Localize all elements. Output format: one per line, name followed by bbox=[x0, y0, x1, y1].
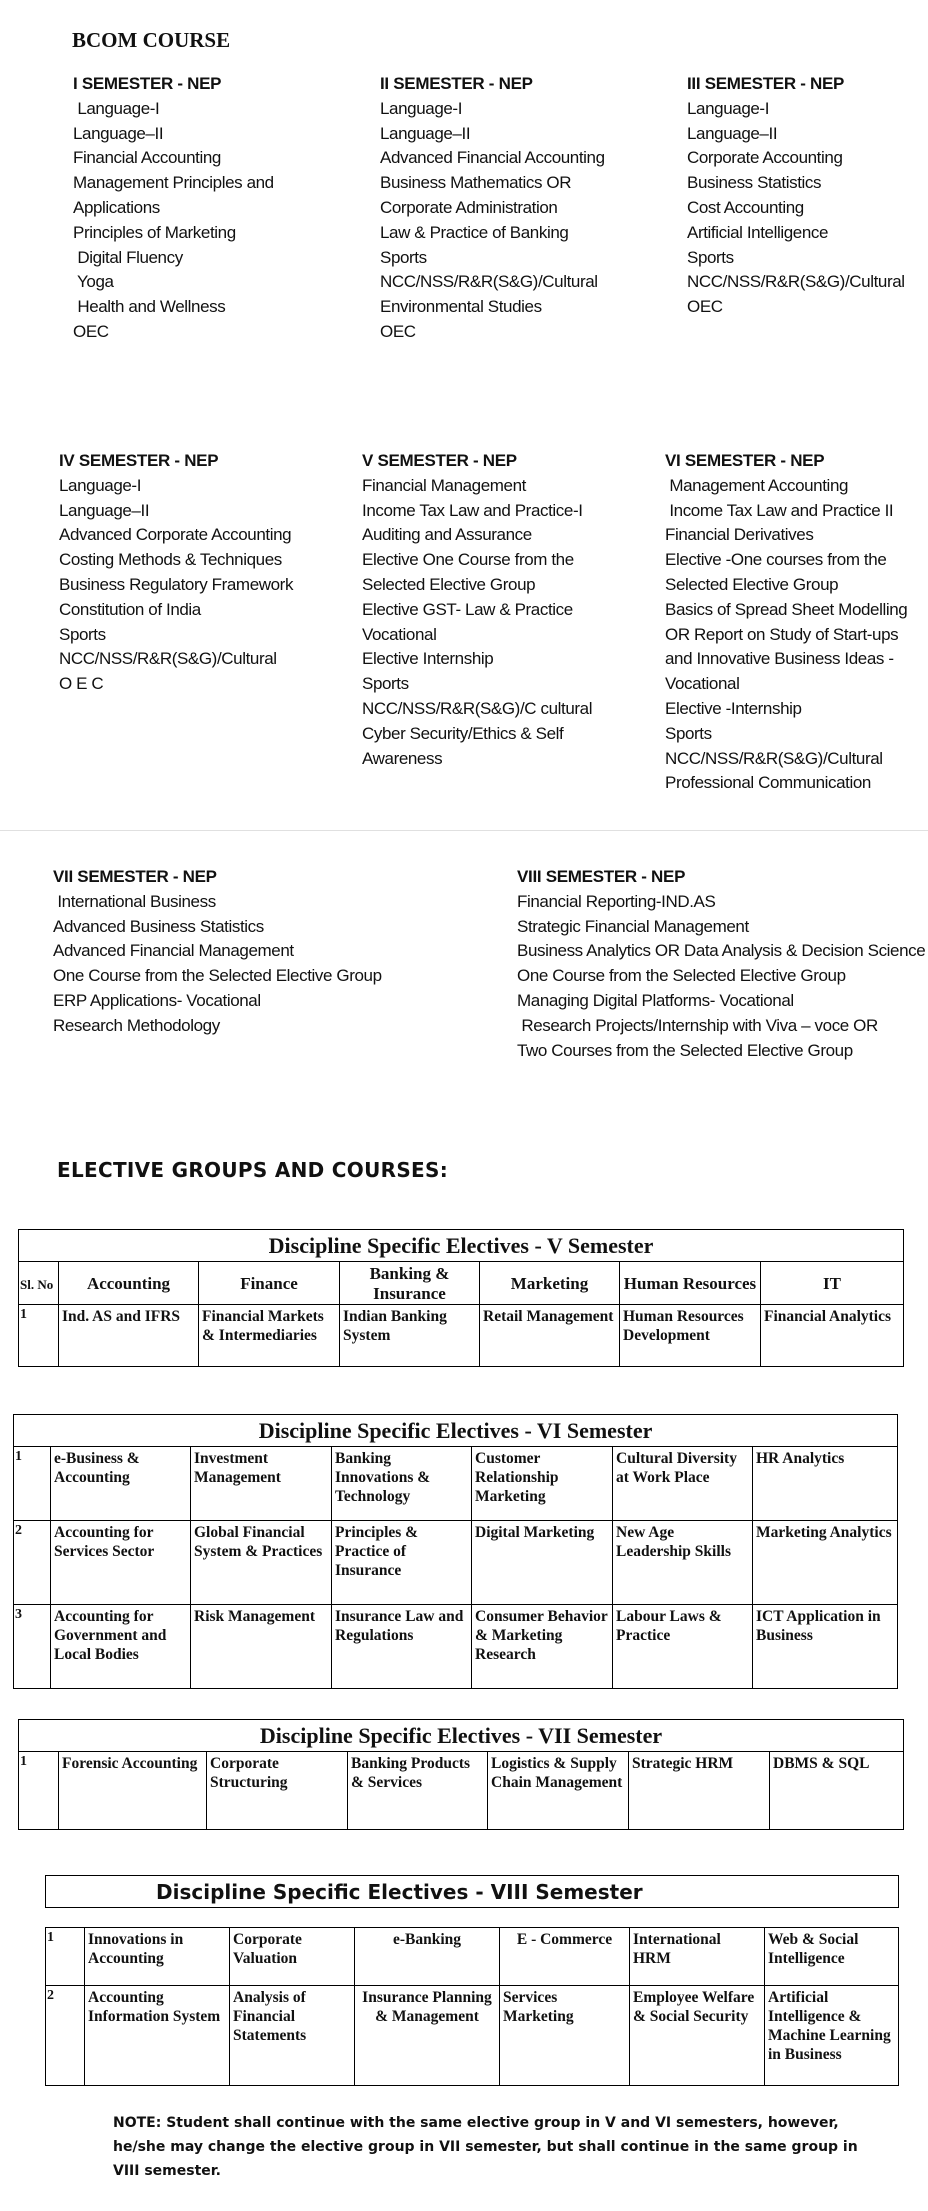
elective-course-cell: Artificial Intelligence & Machine Learning in Business bbox=[765, 1986, 899, 2086]
course-item: ERP Applications- Vocational bbox=[53, 990, 261, 1010]
elective-course-cell: Accounting Information System bbox=[85, 1986, 230, 2086]
table-caption: Discipline Specific Electives - VI Semester bbox=[14, 1415, 898, 1447]
course-item: Financial Reporting-IND.AS bbox=[517, 891, 716, 911]
semester-heading: VII SEMESTER - NEP bbox=[53, 867, 217, 886]
elective-course-cell: Insurance Planning & Management bbox=[355, 1986, 500, 2086]
semester-heading: VI SEMESTER - NEP bbox=[665, 451, 825, 470]
elective-course-cell: Financial Markets & Intermediaries bbox=[199, 1305, 340, 1367]
elective-course-cell: Insurance Law and Regulations bbox=[332, 1605, 472, 1689]
course-item: Auditing and Assurance bbox=[362, 525, 532, 545]
course-item: Vocational bbox=[665, 674, 740, 694]
elective-course-cell: Banking Innovations & Technology bbox=[332, 1447, 472, 1521]
semester-4-block bbox=[59, 449, 293, 697]
elective-course-cell: Cultural Diversity at Work Place bbox=[613, 1447, 753, 1521]
course-item: Language–II bbox=[687, 123, 778, 143]
course-title: BCOM COURSE bbox=[72, 28, 231, 52]
semester-heading: III SEMESTER - NEP bbox=[687, 74, 845, 93]
course-item: Basics of Spread Sheet Modelling bbox=[665, 599, 908, 619]
column-header: Finance bbox=[199, 1262, 340, 1305]
course-item: One Course from the Selected Elective Group bbox=[517, 966, 846, 986]
table-header-row bbox=[19, 1262, 904, 1305]
elective-course-cell: Labour Laws & Practice bbox=[613, 1605, 753, 1689]
course-item: Selected Elective Group bbox=[665, 574, 839, 594]
course-item: Sports bbox=[665, 723, 712, 743]
course-item: Research Methodology bbox=[53, 1015, 220, 1035]
serial-number-cell: 2 bbox=[46, 1986, 85, 2086]
elective-course-cell: Corporate Structuring bbox=[207, 1752, 348, 1830]
table-row bbox=[46, 1928, 899, 1986]
elective-course-cell: Global Financial System & Practices bbox=[191, 1521, 332, 1605]
course-item: Elective -One courses from the bbox=[665, 550, 887, 570]
elective-course-cell: Consumer Behavior & Marketing Research bbox=[472, 1605, 613, 1689]
course-item: Language-I bbox=[380, 98, 463, 118]
course-item: Sports bbox=[687, 247, 734, 267]
table-caption: Discipline Specific Electives - V Semester bbox=[19, 1230, 904, 1262]
course-item: NCC/NSS/R&R(S&G)/Cultural bbox=[687, 272, 905, 292]
course-item: Artificial Intelligence bbox=[687, 222, 829, 242]
elective-course-cell: International HRM bbox=[630, 1928, 765, 1986]
course-item: Advanced Financial Accounting bbox=[380, 148, 605, 168]
elective-course-cell: Corporate Valuation bbox=[230, 1928, 355, 1986]
course-item: Cost Accounting bbox=[687, 197, 804, 217]
elective-course-cell: Analysis of Financial Statements bbox=[230, 1986, 355, 2086]
course-item: One Course from the Selected Elective Group bbox=[53, 966, 382, 986]
table-row bbox=[14, 1447, 898, 1521]
elective-course-cell: Indian Banking System bbox=[340, 1305, 480, 1367]
course-item: International Business bbox=[53, 891, 216, 911]
elective-course-cell: DBMS & SQL bbox=[770, 1752, 904, 1830]
elective-course-cell: Retail Management bbox=[480, 1305, 620, 1367]
course-item: NCC/NSS/R&R(S&G)/C cultural bbox=[362, 698, 593, 718]
course-item: Awareness bbox=[362, 748, 443, 768]
semester-1-block bbox=[73, 72, 274, 345]
elective-course-cell: Logistics & Supply Chain Management bbox=[488, 1752, 629, 1830]
course-item: OEC bbox=[380, 321, 416, 341]
semester-heading: IV SEMESTER - NEP bbox=[59, 451, 219, 470]
serial-number-cell: 1 bbox=[14, 1447, 51, 1521]
course-item: Elective Internship bbox=[362, 649, 494, 669]
course-item: Advanced Corporate Accounting bbox=[59, 525, 292, 545]
elective-course-cell: Accounting for Government and Local Bodies bbox=[51, 1605, 191, 1689]
course-item: O E C bbox=[59, 674, 104, 694]
semester-heading: V SEMESTER - NEP bbox=[362, 451, 517, 470]
dse-v-semester-table bbox=[18, 1229, 904, 1367]
course-item: Principles of Marketing bbox=[73, 222, 236, 242]
elective-course-cell: e-Banking bbox=[355, 1928, 500, 1986]
course-item: Language–II bbox=[380, 123, 471, 143]
column-header: Banking & Insurance bbox=[340, 1262, 480, 1305]
elective-course-cell: Principles & Practice of Insurance bbox=[332, 1521, 472, 1605]
elective-course-cell: Services Marketing bbox=[500, 1986, 630, 2086]
course-item: Language–II bbox=[59, 500, 150, 520]
course-item: Language-I bbox=[59, 475, 142, 495]
column-header: Accounting bbox=[59, 1262, 199, 1305]
course-item: Management Accounting bbox=[665, 475, 849, 495]
course-item: Environmental Studies bbox=[380, 297, 542, 317]
semester-course-list bbox=[59, 474, 293, 697]
elective-course-cell: Financial Analytics bbox=[761, 1305, 904, 1367]
serial-number-cell: 2 bbox=[14, 1521, 51, 1605]
elective-course-cell: Strategic HRM bbox=[629, 1752, 770, 1830]
elective-course-cell: HR Analytics bbox=[753, 1447, 898, 1521]
dse-vi-semester-table bbox=[13, 1414, 898, 1689]
elective-course-cell: Forensic Accounting bbox=[59, 1752, 207, 1830]
semester-heading: II SEMESTER - NEP bbox=[380, 74, 533, 93]
course-item: Sports bbox=[380, 247, 427, 267]
dse-viii-semester-table bbox=[45, 1875, 899, 2086]
serial-number-cell: 1 bbox=[19, 1752, 59, 1830]
semester-5-block bbox=[362, 449, 592, 771]
course-item: Advanced Business Statistics bbox=[53, 916, 264, 936]
semester-course-list bbox=[73, 97, 274, 345]
course-item: Business Regulatory Framework bbox=[59, 574, 294, 594]
course-item: Costing Methods & Techniques bbox=[59, 550, 282, 570]
course-item: Strategic Financial Management bbox=[517, 916, 749, 936]
course-item: Advanced Financial Management bbox=[53, 941, 294, 961]
semester-course-list bbox=[53, 890, 382, 1039]
course-item: Corporate Accounting bbox=[687, 148, 843, 168]
course-item: Constitution of India bbox=[59, 599, 201, 619]
elective-course-cell: Accounting for Services Sector bbox=[51, 1521, 191, 1605]
column-header: IT bbox=[761, 1262, 904, 1305]
course-item: Language-I bbox=[687, 98, 770, 118]
elective-course-cell: Digital Marketing bbox=[472, 1521, 613, 1605]
course-item: Financial Management bbox=[362, 475, 526, 495]
elective-course-cell: Human Resources Development bbox=[620, 1305, 761, 1367]
course-item: Financial Accounting bbox=[73, 148, 221, 168]
semester-heading: VIII SEMESTER - NEP bbox=[517, 867, 686, 886]
course-item: Professional Communication bbox=[665, 773, 871, 793]
course-item: Corporate Administration bbox=[380, 197, 558, 217]
semester-3-block bbox=[687, 72, 905, 320]
course-item: Selected Elective Group bbox=[362, 574, 536, 594]
course-item: Financial Derivatives bbox=[665, 525, 814, 545]
course-item: Business Analytics OR Data Analysis & Decision Science bbox=[517, 941, 926, 961]
table-row bbox=[14, 1605, 898, 1689]
course-item: NCC/NSS/R&R(S&G)/Cultural bbox=[59, 649, 277, 669]
elective-course-cell: ICT Application in Business bbox=[753, 1605, 898, 1689]
course-item: and Innovative Business Ideas - bbox=[665, 649, 894, 669]
course-item: Yoga bbox=[73, 272, 114, 292]
course-item: OEC bbox=[73, 321, 109, 341]
semester-6-block bbox=[665, 449, 907, 796]
table-row bbox=[46, 1986, 899, 2086]
course-item: Applications bbox=[73, 197, 160, 217]
semester-course-list bbox=[665, 474, 907, 796]
table-spacer bbox=[46, 1908, 899, 1928]
course-item: Elective GST- Law & Practice bbox=[362, 599, 573, 619]
elective-course-cell: Banking Products & Services bbox=[348, 1752, 488, 1830]
elective-course-cell: Customer Relationship Marketing bbox=[472, 1447, 613, 1521]
elective-course-cell: Risk Management bbox=[191, 1605, 332, 1689]
course-item: Business Mathematics OR bbox=[380, 173, 572, 193]
semester-heading: I SEMESTER - NEP bbox=[73, 74, 222, 93]
course-item: Language-I bbox=[73, 98, 160, 118]
semester-course-list bbox=[380, 97, 605, 345]
course-item: OR Report on Study of Start-ups bbox=[665, 624, 899, 644]
course-item: NCC/NSS/R&R(S&G)/Cultural bbox=[380, 272, 598, 292]
elective-course-cell: e-Business & Accounting bbox=[51, 1447, 191, 1521]
course-item: Business Statistics bbox=[687, 173, 822, 193]
column-header: Sl. No bbox=[19, 1262, 59, 1305]
column-header: Marketing bbox=[480, 1262, 620, 1305]
course-item: Income Tax Law and Practice II bbox=[665, 500, 894, 520]
course-item: Management Principles and bbox=[73, 173, 274, 193]
course-item: Digital Fluency bbox=[73, 247, 183, 267]
elective-course-cell: Web & Social Intelligence bbox=[765, 1928, 899, 1986]
course-item: Cyber Security/Ethics & Self bbox=[362, 723, 564, 743]
course-item: Two Courses from the Selected Elective Group bbox=[517, 1040, 853, 1060]
elective-course-cell: Marketing Analytics bbox=[753, 1521, 898, 1605]
dse-vii-semester-table bbox=[18, 1719, 904, 1830]
course-item: Sports bbox=[362, 674, 409, 694]
semester-2-block bbox=[380, 72, 605, 345]
course-item: Managing Digital Platforms- Vocational bbox=[517, 990, 794, 1010]
elective-note: NOTE: Student shall continue with the same elective group in V and VI semesters, however, he/she may change the elective group in VII semester, but shall continue in the same group in VIII semester. bbox=[113, 2115, 858, 2179]
course-item: NCC/NSS/R&R(S&G)/Cultural bbox=[665, 748, 883, 768]
serial-number-cell: 3 bbox=[14, 1605, 51, 1689]
table-caption: Discipline Specific Electives - VII Semester bbox=[19, 1720, 904, 1752]
course-item: Elective One Course from the bbox=[362, 550, 574, 570]
course-item: Sports bbox=[59, 624, 106, 644]
serial-number-cell: 1 bbox=[19, 1305, 59, 1367]
column-header: Human Resources bbox=[620, 1262, 761, 1305]
table-row bbox=[19, 1305, 904, 1367]
course-item: Vocational bbox=[362, 624, 437, 644]
course-item: OEC bbox=[687, 297, 723, 317]
section-divider bbox=[0, 830, 928, 831]
course-item: Language–II bbox=[73, 123, 164, 143]
semester-8-block bbox=[517, 865, 925, 1063]
serial-number-cell: 1 bbox=[46, 1928, 85, 1986]
course-item: Income Tax Law and Practice-I bbox=[362, 500, 583, 520]
semester-course-list bbox=[687, 97, 905, 320]
semester-course-list bbox=[362, 474, 592, 772]
semester-7-block bbox=[53, 865, 382, 1039]
elective-course-cell: Employee Welfare & Social Security bbox=[630, 1986, 765, 2086]
elective-course-cell: E - Commerce bbox=[500, 1928, 630, 1986]
course-item: Elective -Internship bbox=[665, 698, 802, 718]
elective-course-cell: Investment Management bbox=[191, 1447, 332, 1521]
course-item: Research Projects/Internship with Viva – voce OR bbox=[517, 1015, 878, 1035]
elective-groups-heading: ELECTIVE GROUPS AND COURSES: bbox=[57, 1158, 448, 1182]
table-row bbox=[14, 1521, 898, 1605]
course-item: Health and Wellness bbox=[73, 297, 226, 317]
course-item: Law & Practice of Banking bbox=[380, 222, 569, 242]
table-caption: Discipline Specific Electives - VIII Semester bbox=[46, 1876, 899, 1908]
elective-course-cell: New Age Leadership Skills bbox=[613, 1521, 753, 1605]
table-row bbox=[19, 1752, 904, 1830]
elective-course-cell: Ind. AS and IFRS bbox=[59, 1305, 199, 1367]
semester-course-list bbox=[517, 890, 925, 1064]
elective-course-cell: Innovations in Accounting bbox=[85, 1928, 230, 1986]
